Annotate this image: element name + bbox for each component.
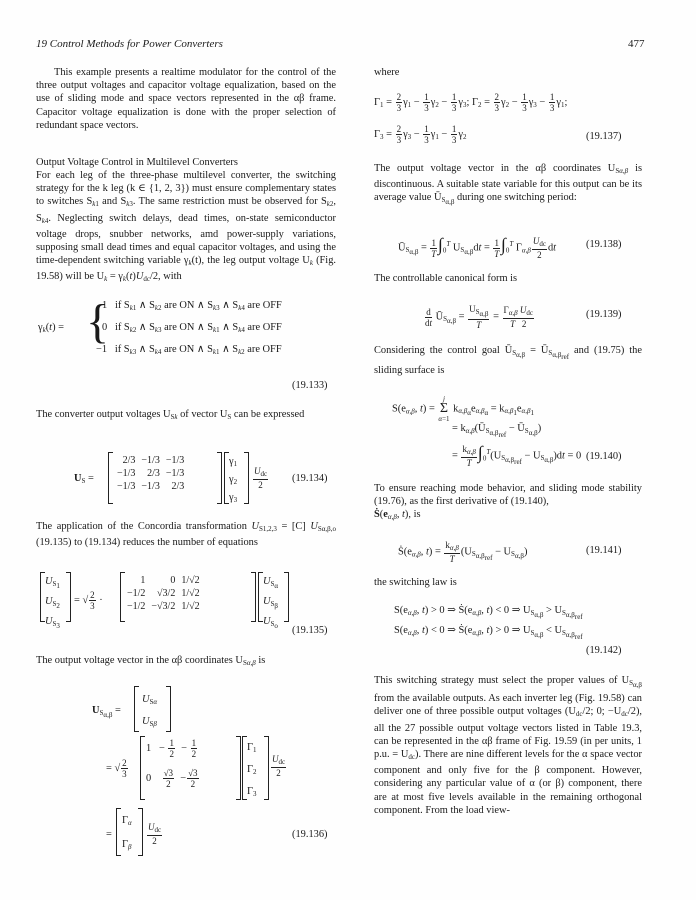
left-paragraph-3: The converter output voltages $U_{Sk}$ of vector $U_S$ can be expressed	[36, 409, 305, 421]
equation-19-136: $U_{S_{\alpha,\beta}}$ = $U_{S\alpha}$ $U_{S\beta}$ = √ $\frac{2}{3}$ 1 − $\frac{1}{2}$ − $\frac{1}{2}$ 0 $\frac{√3}{2}$ − $\frac{√3}{2}$ $\Gamma_1$ $\Gamma_2$ $\Gamma_3$ $\frac{U_{dc}}{2}$ = $\Gamma_\alpha$ $\Gamma_\beta$ $\frac{U_{dc}}{2}$ (19.136)	[36, 682, 336, 872]
left-paragraph-2: For each leg of the three-phase multilevel converter, the switching strategy for the k leg (k ∈ {1, 2, 3}) must ensure complementary states to switches $S_{k1}$ and $S_{k3}$. The same restriction must be observed for $S_{k2}$, $S_{k4}$. Neglecting switch delays, dead times, on-state semiconductor voltage drops, snubber networks, amd power-supply variations, supposing small dead times and equal capacitor voltages, and using the time-dependent switching variable $\gamma_k(t)$, the leg output voltage $U_k$ (Fig. 19.58) will be $U_k = \gamma_k(t)U_{dc}/2$, with	[36, 170, 337, 284]
right-paragraph-5: the switching law is	[374, 577, 457, 588]
eq-number-19-140: (19.140)	[586, 451, 622, 462]
section-heading: Output Voltage Control in Multilevel Converters	[36, 157, 238, 168]
eq-number-19-133: (19.133)	[292, 380, 328, 391]
chapter-title: 19 Control Methods for Power Converters	[36, 38, 223, 50]
right-paragraph-6: This switching strategy must select the proper values of $U_{S_{\alpha,\beta}}$ from the available outputs. As each inverter leg (Fig. 19.58) can deliver one of three possible output voltages ($U_{dc}/2$; 0; $-U_{dc}/2$), all the 27 possible output voltage vectors listed in Table 19.3, can be represented in the αβ frame of Fig. 19.59 (in per units, 1 p.u. = $U_{dc}$). There are nine different levels for the α space vector component and only five for the β component. However, considering any particular value of α (or β) component, there are at most five levels available in the remaining orthogonal component. From the load view-	[374, 675, 642, 816]
left-paragraph-1: This example presents a realtime modulator for the control of the three output voltages and capacitor voltage equalization, based on the use of sliding mode and space vectors represented in the αβ frame. Capacitor voltage equalization is done with the proper selection of redundant space vectors.	[36, 67, 336, 131]
equation-19-135: $U_{S_1}$ $U_{S_2}$ $U_{S_3}$ = √ $\frac{2}{3}$ · 1 0 1/√2 −1/2 √3/2 1/√2 −1/2 −√3/2 1/√2 $U_{S_\alpha}$ $U_{S_\beta}$ $U_{S_o}$	[36, 566, 336, 628]
equation-19-139: $\frac{d}{dt}$ $Ū_{S_{\alpha,\beta}}$ = $\frac{U_{S_{\alpha,\beta}}}{T}$ = $\frac{\Gamma_{\alpha,\beta} U_{dc}}{T 2}$ (19.139)	[425, 304, 622, 330]
eq-number-19-136: (19.136)	[292, 829, 328, 840]
eq-number-19-141: (19.141)	[586, 545, 622, 556]
running-header	[36, 38, 223, 50]
right-paragraph-3: Considering the control goal $Ū_{S_{\alpha,\beta}}$ = $Ū_{S_{\alpha,\beta_{ref}}}$ and (19.75) the sliding surface is	[374, 345, 642, 377]
right-where: where	[374, 67, 400, 78]
eq-number-19-138: (19.138)	[586, 239, 622, 250]
equation-19-134: $U_S$ = 2/3 −1/3 −1/3 −1/3 2/3 −1/3 −1/3 −1/3 2/3 $\gamma_1$ $\gamma_2$ $\gamma_3$ $\frac{U_{dc}}{2}$ (19.134)	[36, 448, 336, 508]
equation-19-138: $Ū_{S_{\alpha,\beta}}$ = $\frac{1}{T}$ $\int_0^T$ $U_{S_{\alpha,\beta}}dt$ = $\frac{1}{T}$ $\int_0^T$ $\Gamma_{\alpha,\beta}$ $\frac{U_{dc}}{2}$ dt (19.138)	[398, 234, 622, 260]
eq-number-19-137: (19.137)	[586, 131, 622, 142]
equation-19-140: $S(e_{\alpha,\beta}$, t) = j Σ α=1 $k_{\alpha,\beta_\alpha}e_{\alpha,\beta_\alpha} = k_{\alpha,\beta_1}e_{\alpha,\beta_1}$ = $k_{\alpha,\beta}(Ū_{S_{\alpha,\beta_{ref}}}$ − $Ū_{S_{\alpha,\beta}}$) = $\frac{k_{\alpha,\beta}}{T}$ $\int_0^T(U_{S_{\alpha,\beta_{ref}}} - U_{S_{\alpha,\beta}})dt = 0$ (19.140)	[392, 395, 622, 468]
eq-number-19-142: (19.142)	[586, 645, 622, 656]
equation-19-142: $S(e_{\alpha,\beta}$, t) > 0 ⇒ $Ṡ(e_{\alpha,\beta}$, t) < 0 ⇒ $U_{S_{\alpha,\beta}} > U_{S_{\alpha,\beta_{ref}}}$ $S(e_{\alpha,\beta}$, t) < 0 ⇒ $Ṡ(e_{\alpha,\beta}$, t) > 0 ⇒ $U_{S_{\alpha,\beta}} < U_{S_{\alpha,\beta_{ref}}}$ (19.142)	[394, 605, 622, 656]
equation-19-133: $\gamma_k(t)$ = { 1 if $S_{k1}$ ∧ $S_{k2}$ are ON ∧ $S_{k3}$ ∧ $S_{k4}$ are OFF 0 if $S_{k2}$ ∧ $S_{k3}$ are ON ∧ $S_{k1}$ ∧ $S_{k4}$ are OFF −1 if $S_{k3}$ ∧ $S_{k4}$ are ON ∧ $S_{k1}$ ∧ $S_{k2}$ are OFF	[38, 295, 282, 356]
right-paragraph-1: The output voltage vector in the αβ coordinates $U_{S\alpha,\beta}$ is discontinuous. A suitable state variable for this output can be its average value $Ū_{S_{\alpha,\beta}}$ during one switching period:	[374, 163, 642, 207]
eq-number-19-135: (19.135)	[292, 625, 328, 636]
eq-number-19-139: (19.139)	[586, 309, 622, 320]
eq-number-19-134: (19.134)	[292, 473, 328, 484]
right-paragraph-4: To ensure reaching mode behavior, and sliding mode stability (19.76), as the first derivative of (19.140), $Ṡ(e_{\alpha,\beta}$, t), is	[374, 483, 642, 522]
left-paragraph-5: The output voltage vector in the αβ coordinates $U_{S\alpha,\beta}$ is	[36, 655, 266, 667]
equation-19-137: $\Gamma_1$ = $\frac{2}{3}$ $\gamma_1$ − $\frac{1}{3}$ $\gamma_2$ − $\frac{1}{3}$ $\gamma_3$; $\Gamma_2$ = $\frac{2}{3}$ $\gamma_2$ − $\frac{1}{3}$ $\gamma_3$ − $\frac{1}{3}$ $\gamma_1$; $\Gamma_3$ = $\frac{2}{3}$ $\gamma_3$ − $\frac{1}{3}$ $\gamma_1$ − $\frac{1}{3}$ $\gamma_2$ (19.137)	[374, 92, 622, 145]
page-number: 477	[628, 38, 645, 50]
equation-19-141: $Ṡ(e_{\alpha,\beta}$, t) = $\frac{k_{\alpha,\beta}}{T}$ $(U_{S_{\alpha,\beta_{ref}}} - U_{S_{\alpha,\beta}})$ (19.141)	[398, 540, 622, 564]
left-paragraph-4: The application of the Concordia transformation $U_{S1,2,3} = [C]$ $U_{S\alpha,\beta,o}$ (19.135) to (19.134) reduces the number of equations	[36, 521, 336, 549]
right-paragraph-2: The controllable canonical form is	[374, 273, 518, 284]
